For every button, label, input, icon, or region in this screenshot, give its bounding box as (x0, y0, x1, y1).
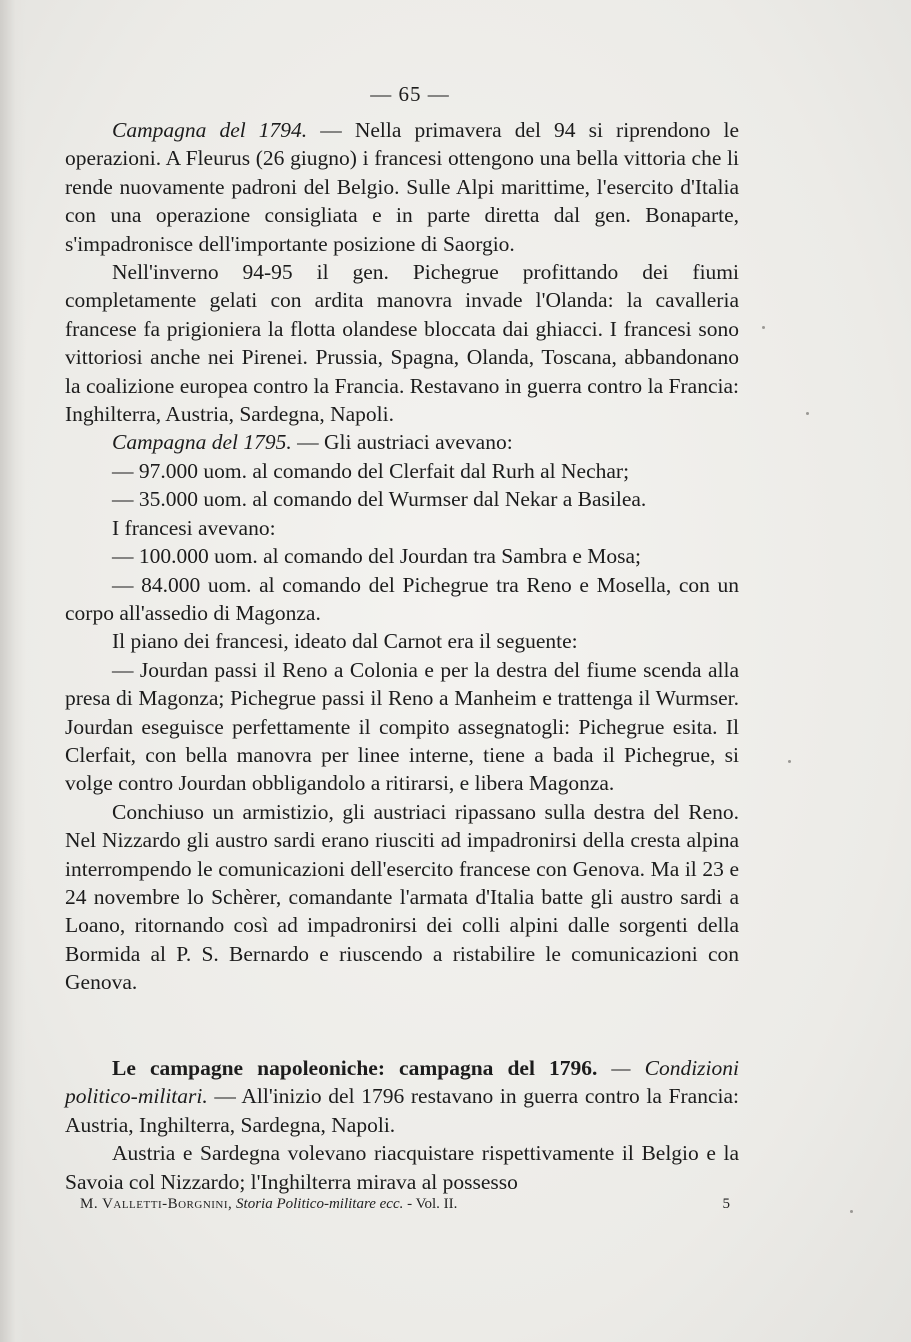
footer-signature: 5 (722, 1196, 730, 1212)
paper-speck (850, 1210, 853, 1213)
paper-speck (806, 412, 809, 415)
section-heading: Le campagne napoleoniche: campagna del 1796. (112, 1056, 598, 1080)
section-1796-intro (65, 1054, 739, 1139)
list-item-austrian-1: — 97.000 uom. al comando del Clerfait dal Rurh al Nechar; (112, 458, 630, 483)
footer-title: Storia Politico-militare ecc. (236, 1196, 404, 1212)
page-shadow-edge (0, 0, 26, 1342)
paragraph-inverno: Nell'inverno 94-95 il gen. Pichegrue profittando dei fiumi completamente gelati con ardita manovra invade l'Olanda: la cavalleria francese fa prigioniera la flotta olandese bloccata dai ghiacci. I francesi sono vittoriosi anche nei Pirenei. Prussia, Spagna, Olanda, Toscana, abbandonano la coalizione europea contro la Francia. Restavano in guerra contro la Francia: Inghilterra, Austria, Sardegna, Napoli. (65, 260, 739, 427)
paragraph-francesi: I francesi avevano: (112, 515, 276, 540)
section-subheading: — Condizioni politico-militari. (65, 1056, 739, 1109)
paragraph-1795 (65, 428, 739, 456)
section-1796 (65, 1054, 739, 1196)
heading-campagna-1795: Campagna del 1795. (112, 430, 292, 455)
paragraph-jourdan: — Jourdan passi il Reno a Colonia e per la destra del fiume scenda alla presa di Magonza; Pichegrue passi il Reno a Manheim e trattenga il Wurmser. Jourdan eseguisce perfettamente il compito assegnatogli: Pichegrue esita. Il Clerfait, con bella manovra per linee interne, tiene a bada il Pichegrue, si volge contro Jourdan obbligandolo a ritirarsi, e libera Magonza. (65, 657, 739, 796)
section-intro-text: — All'inizio del 1796 restavano in guerra contro la Francia: Austria, Inghilterra, Sardegna, Napoli. (65, 1084, 739, 1137)
paragraph-1794 (65, 116, 739, 258)
main-text (65, 116, 739, 997)
paragraph-1795-text: — Gli austriaci avevano: (291, 430, 513, 455)
paper-speck (762, 326, 765, 329)
paper-speck (788, 760, 791, 763)
footer-citation (80, 1196, 457, 1213)
paragraph-armistizio: Conchiuso un armistizio, gli austriaci ripassano sulla destra del Reno. Nel Nizzardo gli austro sardi erano riusciti ad impadronirsi della cresta alpina interrompendo le comunicazioni dell'esercito francese con Genova. Ma il 23 e 24 novembre lo Schèrer, comandante l'armata d'Italia batte gli austro sardi a Loano, ritornando così ad impadronirsi dei colli alpini dalle sorgenti della Bormida al P. S. Bernardo e riuscendo a ristabilire le comunicazioni con Genova. (65, 799, 739, 995)
page-footer (80, 1196, 730, 1213)
footer-volume: - Vol. II. (403, 1196, 458, 1212)
list-item-french-1: — 100.000 uom. al comando del Jourdan tra Sambra e Mosa; (112, 544, 642, 569)
list-item-austrian-2: — 35.000 uom. al comando del Wurmser dal Nekar a Basilea. (112, 487, 647, 512)
list-item-french-2: — 84.000 uom. al comando del Pichegrue tra Reno e Mosella, con un corpo all'assedio di Magonza. (65, 572, 739, 625)
page-number: — 65 — (370, 82, 450, 106)
paragraph-austria-sardegna: Austria e Sardegna volevano riacquistare rispettivamente il Belgio e la Savoia col Nizzardo; l'Inghilterra mirava al possesso (65, 1141, 739, 1194)
heading-campagna-1794: Campagna del 1794. (112, 118, 308, 142)
footer-author: M. Valletti-Borgnini, (80, 1196, 233, 1212)
paragraph-piano: Il piano dei francesi, ideato dal Carnot era il seguente: (112, 629, 578, 654)
paragraph-1794-text: — Nella primavera del 94 si riprendono le operazioni. A Fleurus (26 giugno) i francesi ottengono una bella vittoria che li rende nuovamente padroni del Belgio. Sulle Alpi marittime, l'esercito d'Italia con una operazione consigliata e in parte diretta dal gen. Bonaparte, s'impadronisce dell'importante posizione di Saorgio. (65, 118, 739, 256)
